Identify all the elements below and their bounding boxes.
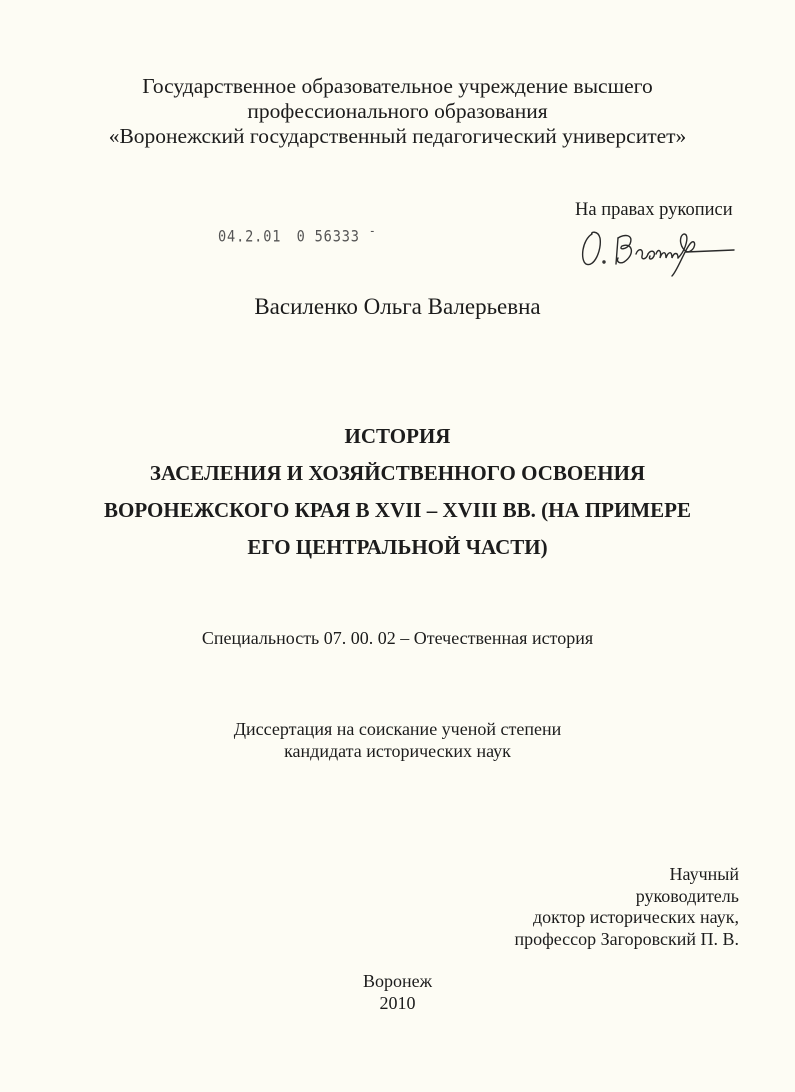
supervisor-line: профессор Загоровский П. В.: [514, 928, 739, 949]
year: 2010: [379, 993, 416, 1013]
degree-statement: [0, 718, 795, 762]
stamp-code: 04.2.01: [218, 226, 282, 246]
city: Воронеж: [362, 971, 433, 991]
institution-header: [0, 74, 795, 149]
institution-line: профессионального образования: [247, 99, 548, 123]
library-stamp: [218, 224, 377, 245]
title-line: ВОРОНЕЖСКОГО КРАЯ В XVII – XVIII ВВ. (НА ПРИМЕРЕ: [104, 498, 691, 522]
supervisor-line: руководитель: [635, 885, 739, 906]
manuscript-rights-label: На правах рукописи: [575, 200, 733, 220]
supervisor-block: [514, 864, 739, 950]
institution-line: Государственное образовательное учреждение высшего: [142, 74, 653, 98]
stamp-mark: -: [368, 224, 377, 239]
title-line: ЕГО ЦЕНТРАЛЬНОЙ ЧАСТИ): [247, 535, 548, 559]
place-and-year: [0, 970, 795, 1014]
title-line: ИСТОРИЯ: [344, 424, 451, 448]
degree-line: Диссертация на соискание ученой степени: [233, 719, 562, 739]
stamp-number: 0 56333: [296, 226, 360, 246]
institution-line: «Воронежский государственный педагогический университет»: [108, 124, 687, 148]
specialty: Специальность 07. 00. 02 – Отечественная история: [201, 628, 594, 648]
author-name: Василенко Ольга Валерьевна: [254, 294, 541, 319]
supervisor-line: Научный: [669, 864, 739, 884]
signature-icon: [578, 220, 738, 278]
title-line: ЗАСЕЛЕНИЯ И ХОЗЯЙСТВЕННОГО ОСВОЕНИЯ: [149, 461, 646, 485]
supervisor-line: доктор исторических наук,: [533, 907, 739, 927]
degree-line: кандидата исторических наук: [284, 741, 511, 761]
dissertation-title: [0, 418, 795, 566]
